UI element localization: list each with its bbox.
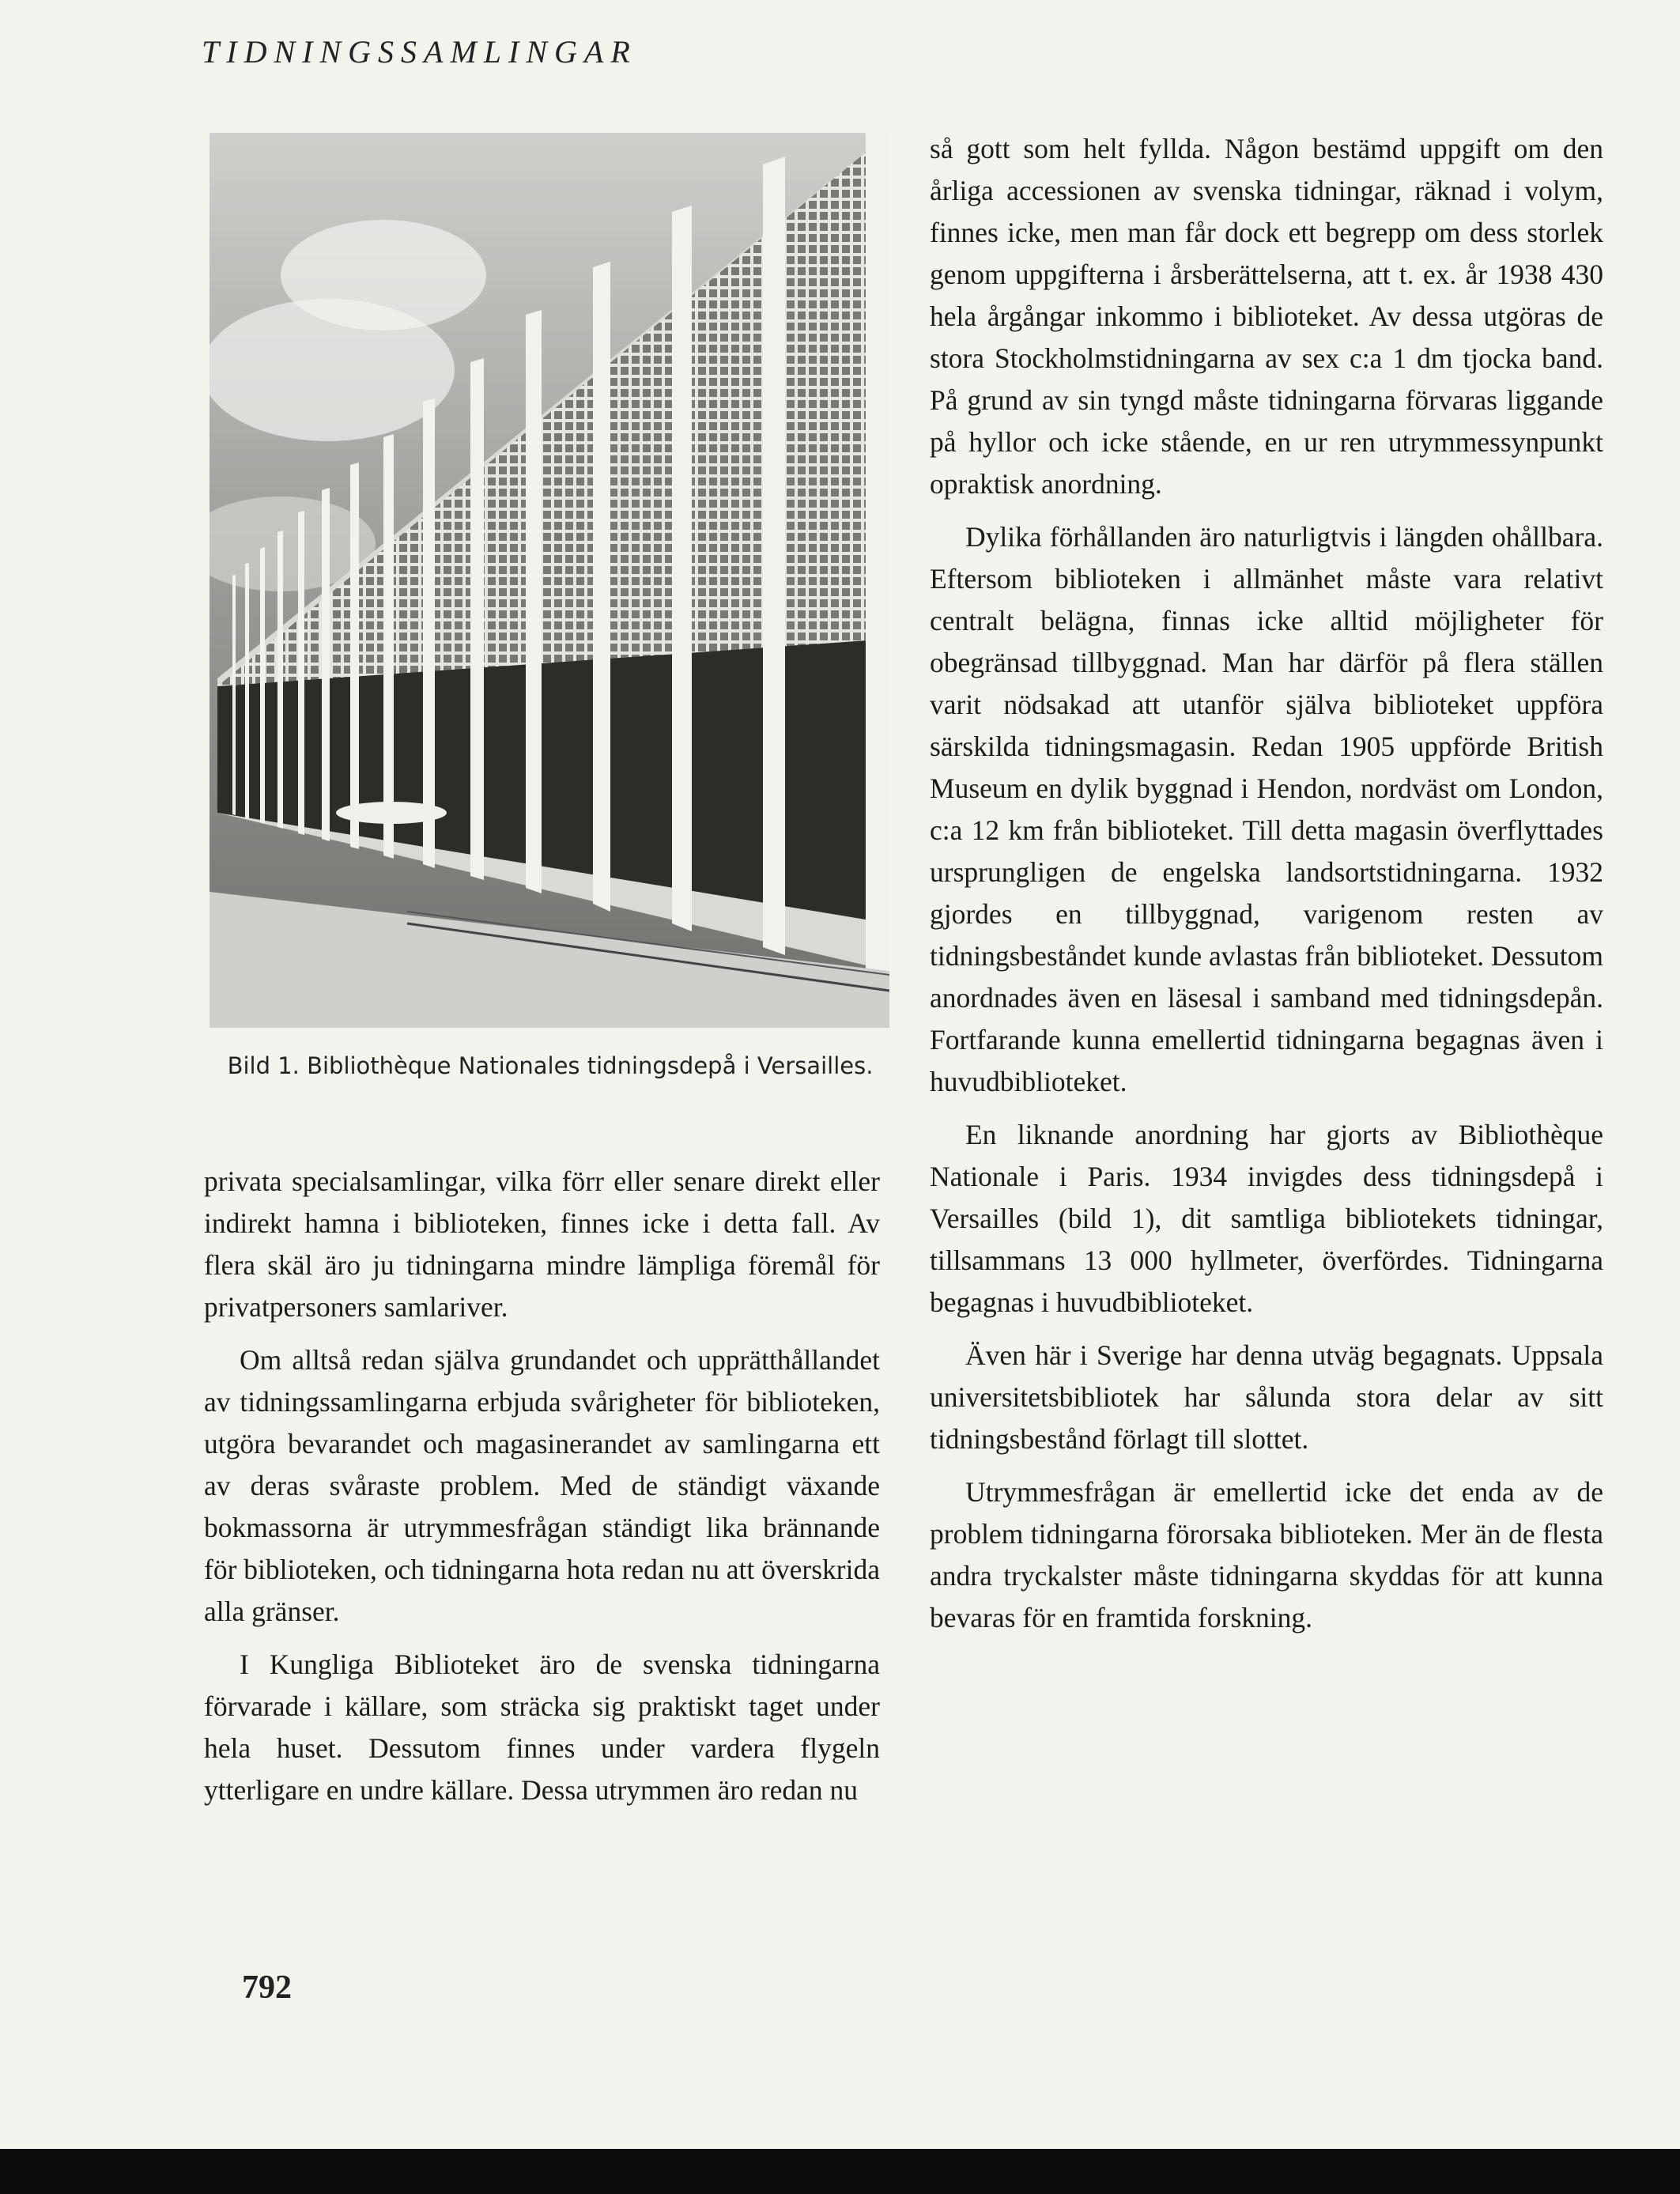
paragraph: privata specialsamlingar, vilka förr eller senare direkt eller indirekt hamna i biblioteken, finnes icke i detta fall. Av flera skäl äro ju tidningarna mindre lämpliga föremål för privatpersoners samlariver. (204, 1165, 880, 1323)
paragraph: Om alltså redan själva grundandet och upprätthållandet av tidningssamlingarna erbjuda svårigheter för biblioteken, utgöra bevarandet och magasinerandet av samlingarna ett av deras svåraste problem. Med de ständigt växande bokmassorna är utrymmesfrågan ständigt lika brännande för biblioteken, och tidningarna hota redan nu att överskrida alla gränser. (204, 1344, 880, 1627)
left-column (204, 1161, 880, 1811)
paragraph: Utrymmesfrågan är emellertid icke det enda av de problem tidningarna förorsaka biblioteken. Mer än de flesta andra tryckalster måste tidningarna skyddas för att kunna bevaras för en framtida forskning. (930, 1476, 1603, 1633)
page-number: 792 (242, 1969, 292, 2006)
paragraph: Även här i Sverige har denna utväg begagnats. Uppsala universitetsbibliotek har sålunda stora delar av sitt tidningsbestånd förlagt till slottet. (930, 1339, 1603, 1455)
running-head: TIDNINGSSAMLINGAR (202, 34, 637, 70)
building-photo (210, 133, 889, 1028)
scan-border (0, 2149, 1680, 2194)
paragraph: så gott som helt fyllda. Någon bestämd uppgift om den årliga accessionen av svenska tidningar, räknad i volym, finnes icke, men man får dock ett begrepp om dess storlek genom uppgifterna i årsberättelserna, att t. ex. år 1938 430 hela årgångar inkommo i biblioteket. Av dessa utgöras de stora Stockholmstidningarna av sex c:a 1 dm tjocka band. På grund av sin tyngd måste tidningarna förvaras liggande på hyllor och icke stående, en ur ren utrymmessynpunkt opraktisk anordning. (930, 133, 1603, 500)
paragraph: Dylika förhållanden äro naturligtvis i längden ohållbara. Eftersom biblioteken i allmänhet måste vara relativt centralt belägna, finnas icke alltid möjligheter för obegränsad tillbyggnad. Man har därför på flera ställen varit nödsakad att utanför själva biblioteket uppföra särskilda tidningsmagasin. Redan 1905 uppförde British Museum en dylik byggnad i Hendon, nordväst om London, c:a 12 km från biblioteket. Till detta magasin överflyttades ursprungligen de engelska landsortstidningarna. 1932 gjordes en tillbyggnad, varigenom resten av tidningsbeståndet kunde avlastas från biblioteket. Dessutom anordnades även en läsesal i samband med tidningsdepån. Fortfarande kunna emellertid tidningarna begagnas även i huvudbiblioteket. (930, 521, 1603, 1097)
right-column (930, 128, 1603, 1639)
building-illustration (210, 133, 889, 1028)
paragraph: En liknande anordning har gjorts av Bibliothèque Nationale i Paris. 1934 invigdes dess tidningsdepå i Versailles (bild 1), dit samtliga bibliotekets tidningar, tillsammans 13 000 hyllmeter, överfördes. Tidningarna begagnas i huvudbiblioteket. (930, 1119, 1603, 1318)
figure-caption: Bild 1. Bibliothèque Nationales tidningsdepå i Versailles. (227, 1052, 874, 1079)
paragraph: I Kungliga Biblioteket äro de svenska tidningarna förvarade i källare, som sträcka sig praktiskt taget under hela huset. Dessutom finnes under vardera flygeln ytterligare en undre källare. Dessa utrymmen äro redan nu (204, 1648, 880, 1806)
